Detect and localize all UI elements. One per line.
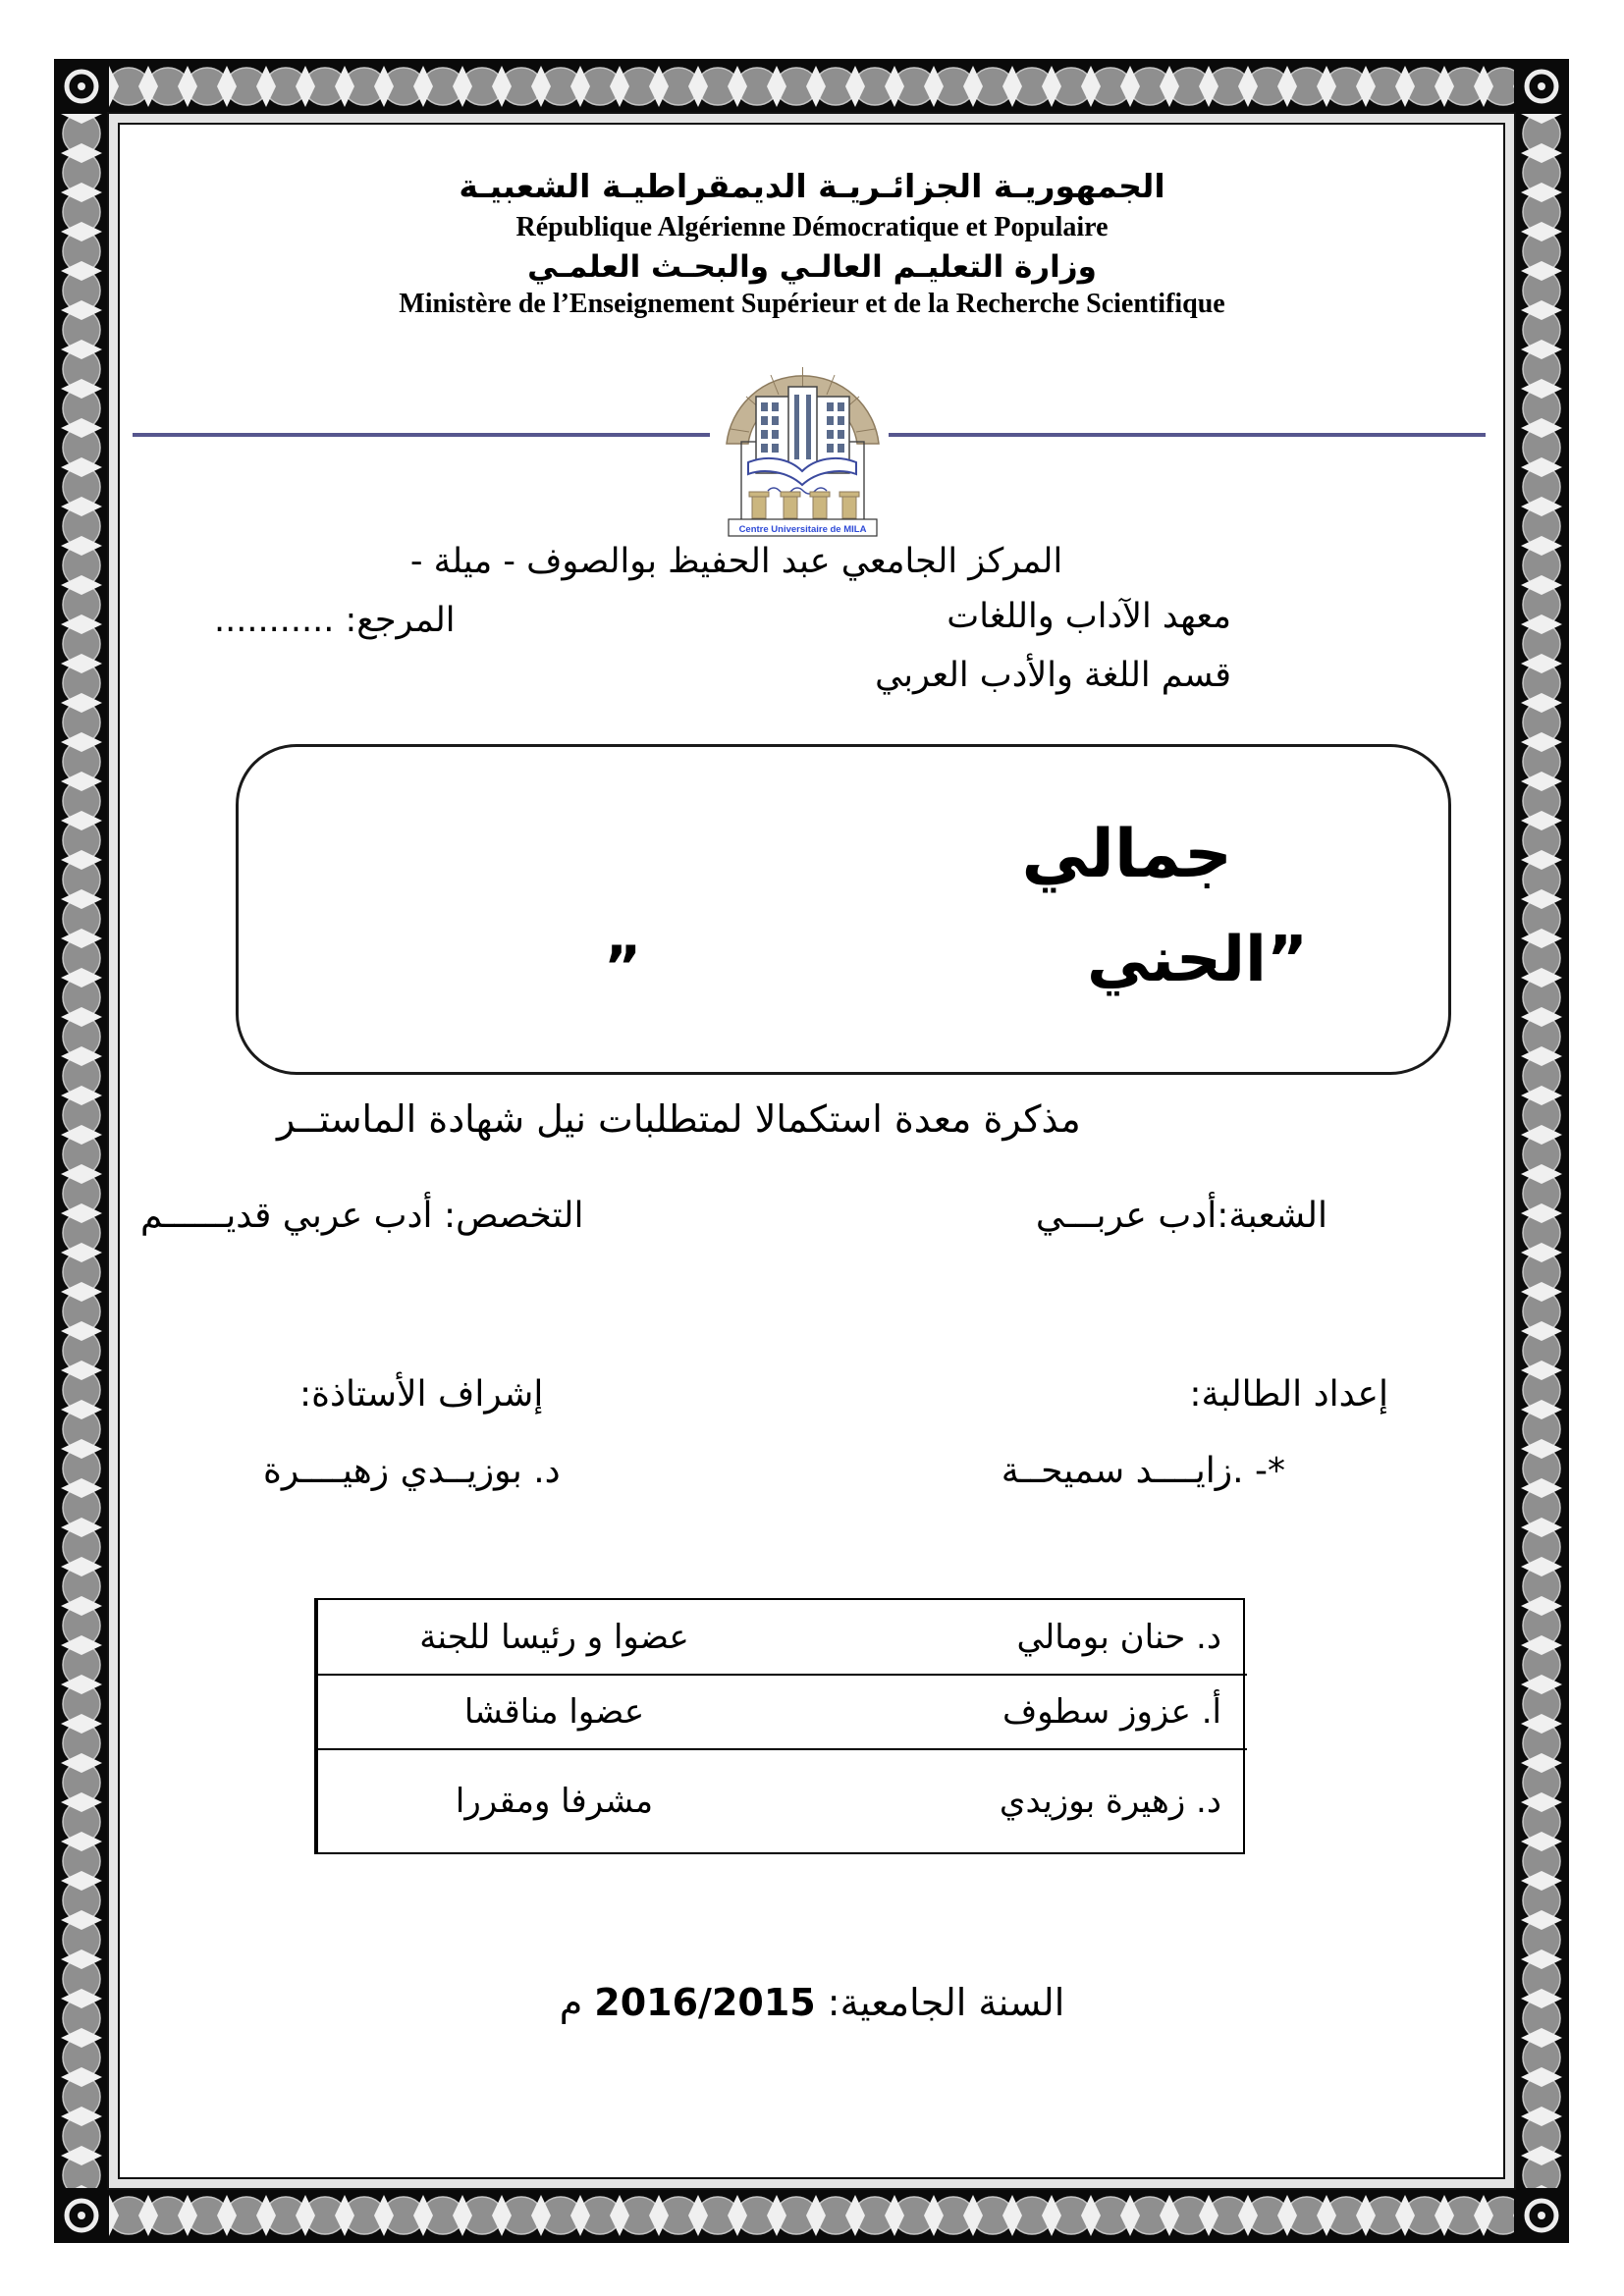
name-cell: د. حنان بومالي (790, 1600, 1247, 1676)
academic-year-value: 2016/2015 (594, 1981, 816, 2024)
specialty-line: التخصص: أدب عربي قديــــــم (140, 1196, 584, 1236)
academic-year-line: السنة الجامعية: 2016/2015 م (559, 1981, 1065, 2024)
republic-name-arabic: الجمهوريـة الجزائـريـة الديمقراطيـة الشعبيـة (459, 167, 1165, 205)
republic-name-french: République Algérienne Démocratique et Populaire (515, 212, 1109, 242)
thesis-title-line2: ”الحني (1086, 924, 1308, 996)
name-cell: أ. عزوز سطوف (790, 1676, 1247, 1750)
institute-name: معهد الآداب واللغات (947, 597, 1231, 636)
student-name: *- .زايــــد سميحــة (1001, 1451, 1285, 1491)
border-band-right (1514, 114, 1569, 2188)
name-cell: د. زهيرة بوزيدي (999, 1782, 1221, 1821)
border-band-top (109, 59, 1514, 114)
role-cell: عضوا مناقشا (316, 1676, 790, 1750)
reference-field: المرجع: ........... (214, 601, 456, 640)
ministry-name-arabic: وزارة التعليـم العالـي والبحـث العلمـي (527, 249, 1097, 285)
border-corner-icon (54, 2188, 109, 2243)
department-name: قسم اللغة والأدب العربي (875, 656, 1231, 695)
supervisor-name: د. بوزيــدي زهيــــرة (263, 1451, 561, 1491)
thesis-title-box (236, 744, 1451, 1075)
border-band-left (54, 114, 109, 2188)
thesis-title-line1: جمالي (1021, 816, 1232, 893)
student-name-prefix: *- . (1232, 1451, 1285, 1491)
memo-note: مذكرة معدة استكمالا لمتطلبات نيل شهادة الماستــر (277, 1097, 1081, 1141)
branch-line: الشعبة:أدب عربـــي (1035, 1196, 1327, 1236)
border-corner-icon (54, 59, 109, 114)
role-cell: مشرفا ومقررا (316, 1750, 790, 1852)
separator-rule-left (133, 433, 710, 437)
border-corner-icon (1514, 2188, 1569, 2243)
border-corner-icon (1514, 59, 1569, 114)
ministry-name-french: Ministère de l’Enseignement Supérieur et de la Recherche Scientifique (399, 289, 1225, 319)
logo-caption: Centre Universitaire de MILA (738, 524, 867, 535)
separator-rule-right (889, 433, 1486, 437)
border-band-bottom (109, 2188, 1514, 2243)
committee-table (314, 1598, 1245, 1854)
closing-quote: ” (604, 934, 642, 1000)
university-name: المركز الجامعي عبد الحفيظ بوالصوف - ميلة - (409, 542, 1063, 581)
opening-quote: ” (1266, 924, 1308, 996)
university-logo (717, 346, 889, 537)
prepared-by-label: إعداد الطالبة: (1189, 1374, 1388, 1415)
role-cell: عضوا و رئيسا للجنة (316, 1600, 790, 1676)
supervisor-label: إشراف الأستاذة: (299, 1374, 544, 1415)
